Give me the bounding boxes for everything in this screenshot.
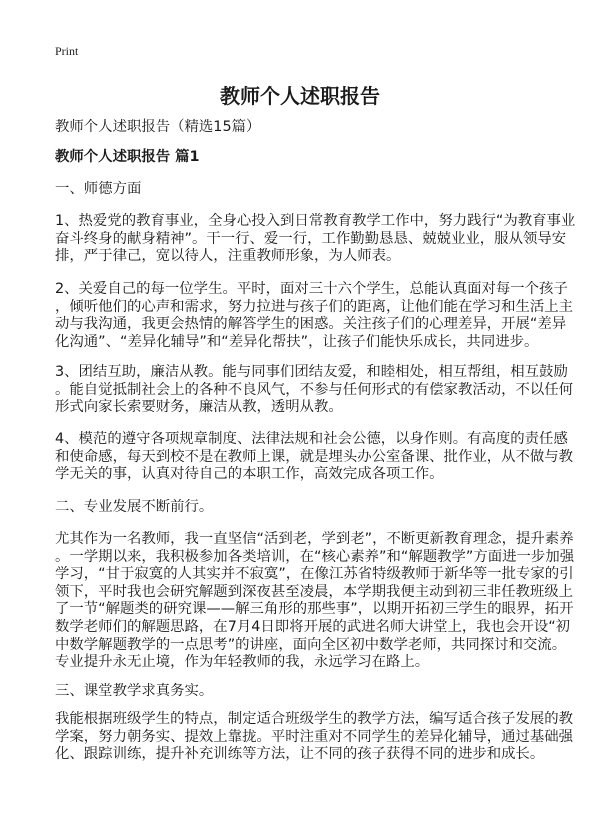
part1-heading: 一、师德方面 — [55, 181, 142, 197]
print-link[interactable]: Print — [55, 44, 79, 58]
text-line: 排，严于律己，宽以待人，注重教师形象，为人师表。 — [55, 248, 401, 265]
text-line: 我能根据班级学生的特点，制定适合班级学生的教学方法，编写适合孩子发展的教 — [55, 711, 574, 727]
paragraph-2 — [55, 281, 574, 351]
text-line: 奋斗终身的献身精神”。干一行、爱一行，工作勤勤恳恳、兢兢业业，服从领导安 — [55, 230, 567, 247]
text-line: ，倾听他们的心声和需求，努力拉进与孩子们的距离，让他们能在学习和生活上主 — [55, 298, 574, 315]
paragraph-1 — [55, 213, 576, 266]
document-title: 教师个人述职报告 — [220, 84, 380, 108]
text-line: 。一学期以来，我积极参加各类培训，在“核心素养”和“解题教学”方面进一步加强 — [55, 548, 575, 565]
text-line: 了一节“解题类的研究课——解三角形的那些事”，以期开拓初三学生的眼界，拓开 — [55, 601, 574, 618]
text-line: 2、关爱自己的每一位学生。平时，面对三十六个学生，总能认真面对每一个孩子 — [55, 281, 568, 297]
section-heading: 教师个人述职报告 篇1 — [55, 149, 200, 165]
document-subtitle: 教师个人述职报告（精选15篇） — [55, 119, 261, 135]
text-line: 和使命感，每天到校不是在教师上课，就是埋头办公室备课、批作业，从不做与教 — [55, 448, 574, 465]
text-line: 领下，平时我也会研究解题到深夜甚至凌晨，本学期我便主动到初三非任教班级上 — [55, 583, 574, 600]
part2-heading: 二、专业发展不断前行。 — [55, 499, 214, 515]
text-line: 1、热爱党的教育事业，全身心投入到日常教育教学工作中，努力践行“为教育事业 — [55, 213, 576, 229]
paragraph-3 — [55, 364, 574, 417]
paragraph-4 — [55, 431, 574, 484]
text-line: 动与我沟通，我更会热情的解答学生的困惑。关注孩子们的心理差异，开展“差异 — [55, 316, 567, 333]
paragraph-5 — [55, 531, 575, 672]
text-line: 学无关的事，认真对待自己的本职工作，高效完成各项工作。 — [55, 466, 444, 483]
text-line: 3、团结互助，廉洁从教。能与同事们团结友爱，和睦相处，相互帮组，相互鼓励 — [55, 364, 568, 380]
text-line: 学习，“甘于寂寞的人其实并不寂寞”，在像江苏省特级教师于新华等一批专家的引 — [55, 566, 574, 583]
text-line: 。能自觉抵制社会上的各种不良风气，不参与任何形式的有偿家教活动，不以任何 — [55, 381, 574, 398]
text-line: 化、跟踪训练，提升补充训练等方法，让不同的孩子获得不同的进步和成长。 — [55, 746, 545, 763]
text-line: 4、模范的遵守各项规章制度、法律法规和社会公德，以身作则。有高度的责任感 — [55, 431, 568, 447]
part3-heading: 三、课堂教学求真务实。 — [55, 683, 214, 699]
text-line: 化沟通”、“差异化辅导”和“差异化帮扶”，让孩子们能快乐成长，共同进步。 — [55, 333, 539, 350]
text-line: 尤其作为一名教师，我一直坚信“活到老，学到老”，不断更新教育理念，提升素养 — [55, 531, 574, 547]
paragraph-6 — [55, 711, 574, 764]
text-line: 学案，努力朝务实、提效上靠拢。平时注重对不同学生的差异化辅导，通过基础强 — [55, 728, 574, 745]
text-line: 数学老师们的解题思路，在7月4日即将开展的武进名师大讲堂上，我也会开设“初 — [55, 618, 571, 635]
text-line: 中数学解题教学的一点思考”的讲座，面向全区初中数学老师，共同探讨和交流。 — [55, 636, 567, 653]
text-line: 形式向家长索要财务，廉洁从教，透明从教。 — [55, 399, 343, 416]
text-line: 专业提升永无止境，作为年轻教师的我，永远学习在路上。 — [55, 654, 430, 671]
